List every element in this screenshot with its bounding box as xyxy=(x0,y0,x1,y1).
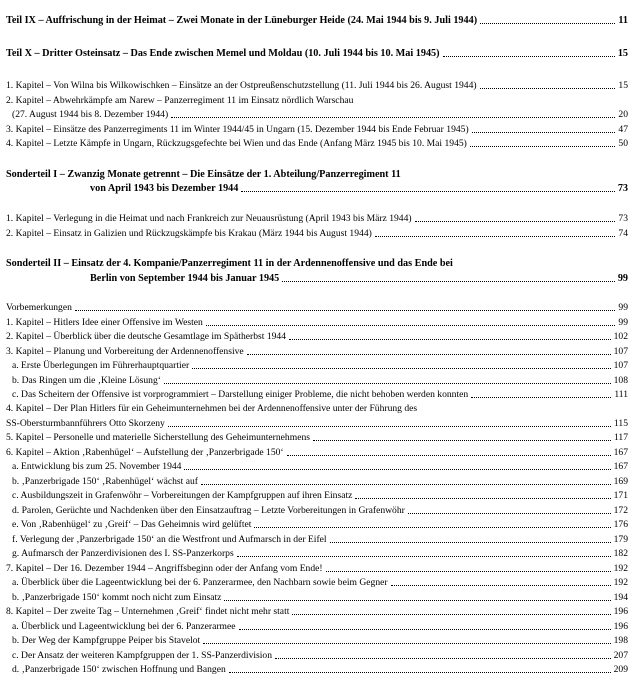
toc-text: Teil IX – Auffrischung in der Heimat – Zwei Monate in der Lüneburger Heide (24. Mai 1944 bis 9. Juli 1944) xyxy=(6,15,478,26)
dot-leader xyxy=(287,455,611,456)
toc-page-number: 107 xyxy=(613,360,628,371)
toc-text: c. Ausbildungszeit in Grafenwöhr – Vorbereitungen der Kampfgruppen auf ihren Einsatz xyxy=(12,490,353,501)
toc-entry xyxy=(0,227,636,241)
toc-page-number: 15 xyxy=(617,48,628,59)
toc-text: 2. Kapitel – Einsatz in Galizien und Rückzugskämpfe bis Krakau (März 1944 bis August 1944) xyxy=(6,228,372,239)
dot-leader xyxy=(408,513,611,514)
dot-leader xyxy=(171,117,615,118)
toc-subentry xyxy=(0,634,636,648)
dot-leader xyxy=(247,354,611,355)
dot-leader xyxy=(275,658,611,659)
dot-leader xyxy=(292,614,611,615)
dot-leader xyxy=(480,88,615,89)
toc-page-number: 192 xyxy=(613,577,628,588)
toc-page-number: 182 xyxy=(613,548,628,559)
toc-page-number: 107 xyxy=(613,346,628,357)
toc-subentry xyxy=(0,475,636,489)
toc-page-number: 73 xyxy=(618,213,628,224)
toc-text: Sonderteil II – Einsatz der 4. Kompanie/Panzerregiment 11 in der Ardennenoffensive und das Ende bei xyxy=(6,258,453,269)
dot-leader xyxy=(168,426,611,427)
toc-text: 4. Kapitel – Letzte Kämpfe in Ungarn, Rückzugsgefechte bei Wien und das Ende (Anfang März 1945 bis 10. Mai 1945) xyxy=(6,138,467,149)
toc-sonderteil-1-title xyxy=(0,168,636,182)
toc-subentry xyxy=(0,547,636,561)
toc-page-number: 11 xyxy=(618,15,628,26)
dot-leader xyxy=(282,281,615,282)
dot-leader xyxy=(75,310,615,311)
toc-text: 8. Kapitel – Der zweite Tag – Unternehmen ‚Greif‘ findet nicht mehr statt xyxy=(6,606,290,617)
toc-text: d. ‚Panzerbrigade 150‘ zwischen Hoffnung und Bangen xyxy=(12,664,226,675)
toc-entry xyxy=(0,79,636,93)
toc-sonderteil-2-title-cont xyxy=(0,272,636,286)
dot-leader xyxy=(470,146,615,147)
toc-page-number: 172 xyxy=(613,505,628,516)
dot-leader xyxy=(443,56,615,57)
toc-text: SS-Obersturmbannführers Otto Skorzeny xyxy=(6,418,165,429)
toc-text: 4. Kapitel – Der Plan Hitlers für ein Geheimunternehmen bei der Ardennenoffensive unter der Führung des xyxy=(6,403,418,414)
toc-text: d. Parolen, Gerüchte und Nachdenken über den Einsatzauftrag – Letzte Vorbereitungen in Grafenwöhr xyxy=(12,505,405,516)
dot-leader xyxy=(237,556,611,557)
toc-text: g. Aufmarsch der Panzerdivisionen des I. SS-Panzerkorps xyxy=(12,548,234,559)
toc-entry xyxy=(0,446,636,460)
toc-page-number: 207 xyxy=(613,650,628,661)
toc-text: 3. Kapitel – Planung und Vorbereitung der Ardennenoffensive xyxy=(6,346,244,357)
toc-text: (27. August 1944 bis 8. Dezember 1944) xyxy=(12,109,169,120)
dot-leader xyxy=(471,397,611,398)
toc-page-number: 196 xyxy=(613,621,628,632)
toc-page-number: 108 xyxy=(613,375,628,386)
toc-text: Vorbemerkungen xyxy=(6,302,72,313)
toc-part-ix xyxy=(0,14,636,28)
toc-page-number: 50 xyxy=(618,138,628,149)
toc-entry xyxy=(0,330,636,344)
dot-leader xyxy=(289,339,611,340)
toc-text: 2. Kapitel – Abwehrkämpfe am Narew – Panzerregiment 11 im Einsatz nördlich Warschau xyxy=(6,95,354,106)
dot-leader xyxy=(201,484,611,485)
dot-leader xyxy=(164,383,611,384)
toc-subentry xyxy=(0,576,636,590)
toc-entry xyxy=(0,212,636,226)
toc-entry xyxy=(0,431,636,445)
dot-leader xyxy=(241,191,615,192)
toc-page-number: 176 xyxy=(613,519,628,530)
toc-page-number: 99 xyxy=(618,302,628,313)
toc-text: 1. Kapitel – Hitlers Idee einer Offensive im Westen xyxy=(6,317,203,328)
toc-page-number: 167 xyxy=(613,461,628,472)
toc-entry xyxy=(0,562,636,576)
dot-leader xyxy=(224,600,611,601)
dot-leader xyxy=(391,585,611,586)
toc-page-number: 99 xyxy=(618,317,628,328)
toc-subentry xyxy=(0,460,636,474)
dot-leader xyxy=(375,236,615,237)
toc-text: e. Von ‚Rabenhügel‘ zu ‚Greif‘ – Das Geheimnis wird gelüftet xyxy=(12,519,252,530)
toc-page-number: 20 xyxy=(618,109,628,120)
toc-subentry xyxy=(0,374,636,388)
toc-page-number: 117 xyxy=(613,432,628,443)
dot-leader xyxy=(480,23,615,24)
dot-leader xyxy=(313,440,611,441)
dot-leader xyxy=(472,132,615,133)
toc-page-number: 15 xyxy=(618,80,628,91)
toc-page-number: 47 xyxy=(618,124,628,135)
toc-text: Berlin von September 1944 bis Januar 1945 xyxy=(90,273,280,284)
toc-subentry xyxy=(0,359,636,373)
toc-page-number: 169 xyxy=(613,476,628,487)
toc-subentry xyxy=(0,518,636,532)
toc-sonderteil-1-title-cont xyxy=(0,182,636,196)
toc-part-x xyxy=(0,47,636,61)
toc-page-number: 196 xyxy=(613,606,628,617)
toc-entry xyxy=(0,94,636,108)
dot-leader xyxy=(415,221,615,222)
toc-text: 7. Kapitel – Der 16. Dezember 1944 – Angriffsbeginn oder der Anfang vom Ende! xyxy=(6,563,323,574)
toc-text: c. Der Ansatz der weiteren Kampfgruppen der 1. SS-Panzerdivision xyxy=(12,650,273,661)
toc-page-number: 209 xyxy=(613,664,628,675)
toc-text: 5. Kapitel – Personelle und materielle Sicherstellung des Geheimunternehmens xyxy=(6,432,310,443)
toc-text: b. ‚Panzerbrigade 150‘ kommt noch nicht zum Einsatz xyxy=(12,592,222,603)
dot-leader xyxy=(206,325,615,326)
toc-page-number: 115 xyxy=(613,418,628,429)
toc-text: Teil X – Dritter Osteinsatz – Das Ende zwischen Memel und Moldau (10. Juli 1944 bis 10. Mai 1945) xyxy=(6,48,440,59)
toc-text: b. Der Weg der Kampfgruppe Peiper bis Stavelot xyxy=(12,635,201,646)
toc-entry xyxy=(0,417,636,431)
toc-entry xyxy=(0,605,636,619)
dot-leader xyxy=(229,672,611,673)
toc-page-number: 179 xyxy=(613,534,628,545)
dot-leader xyxy=(192,368,611,369)
toc-text: von April 1943 bis Dezember 1944 xyxy=(90,183,239,194)
dot-leader xyxy=(203,643,611,644)
toc-text: 1. Kapitel – Verlegung in die Heimat und nach Frankreich zur Neuausrüstung (April 1943 bis März 1944) xyxy=(6,213,412,224)
toc-entry xyxy=(0,123,636,137)
toc-page-number: 194 xyxy=(613,592,628,603)
toc-page-number: 171 xyxy=(613,490,628,501)
toc-sonderteil-2-title xyxy=(0,257,636,271)
toc-entry xyxy=(0,108,636,122)
toc-text: a. Entwicklung bis zum 25. November 1944 xyxy=(12,461,182,472)
toc-entry xyxy=(0,402,636,416)
toc-text: f. Verlegung der ‚Panzerbrigade 150‘ an die Westfront und Aufmarsch in der Eifel xyxy=(12,534,327,545)
toc-page-number: 198 xyxy=(613,635,628,646)
dot-leader xyxy=(355,498,611,499)
toc-text: b. ‚Panzerbrigade 150‘ ‚Rabenhügel‘ wächst auf xyxy=(12,476,198,487)
toc-entry xyxy=(0,137,636,151)
toc-text: 3. Kapitel – Einsätze des Panzerregiments 11 im Winter 1944/45 in Ungarn (15. Dezember 1944 bis Ende Februar 1945) xyxy=(6,124,469,135)
toc-entry xyxy=(0,301,636,315)
toc-text: a. Überblick über die Lageentwicklung bei der 6. Panzerarmee, den Nachbarn sowie beim Gegner xyxy=(12,577,388,588)
toc-text: c. Das Scheitern der Offensive ist vorprogrammiert – Darstellung einiger Probleme, die nicht behoben werden konnten xyxy=(12,389,469,400)
dot-leader xyxy=(326,571,611,572)
toc-page-number: 192 xyxy=(613,563,628,574)
dot-leader xyxy=(184,469,611,470)
toc-page-number: 74 xyxy=(618,228,628,239)
toc-subentry xyxy=(0,620,636,634)
toc-page-number: 99 xyxy=(617,273,628,284)
toc-text: a. Überblick und Lageentwicklung bei der 6. Panzerarmee xyxy=(12,621,236,632)
toc-text: 1. Kapitel – Von Wilna bis Wilkowischken – Einsätze an der Ostpreußenschutzstellung (11. Juli 1944 bis 26. August 1944) xyxy=(6,80,477,91)
toc-text: 6. Kapitel – Aktion ‚Rabenhügel‘ – Aufstellung der ‚Panzerbrigade 150‘ xyxy=(6,447,284,458)
dot-leader xyxy=(239,629,611,630)
toc-subentry xyxy=(0,649,636,663)
toc-text: Sonderteil I – Zwanzig Monate getrennt – Die Einsätze der 1. Abteilung/Panzerregiment 11 xyxy=(6,169,401,180)
toc-page-number: 73 xyxy=(617,183,628,194)
toc-entry xyxy=(0,345,636,359)
toc-subentry xyxy=(0,504,636,518)
toc-subentry xyxy=(0,489,636,503)
dot-leader xyxy=(254,527,611,528)
toc-page-number: 111 xyxy=(614,389,628,400)
toc-text: b. Das Ringen um die ‚Kleine Lösung‘ xyxy=(12,375,161,386)
toc-entry xyxy=(0,316,636,330)
toc-page-number: 167 xyxy=(613,447,628,458)
toc-subentry xyxy=(0,663,636,677)
toc-text: 2. Kapitel – Überblick über die deutsche Gesamtlage im Spätherbst 1944 xyxy=(6,331,287,342)
toc-page-number: 102 xyxy=(613,331,628,342)
toc-subentry xyxy=(0,591,636,605)
dot-leader xyxy=(330,542,611,543)
toc-subentry xyxy=(0,533,636,547)
toc-text: a. Erste Überlegungen im Führerhauptquartier xyxy=(12,360,190,371)
toc-subentry xyxy=(0,388,636,402)
